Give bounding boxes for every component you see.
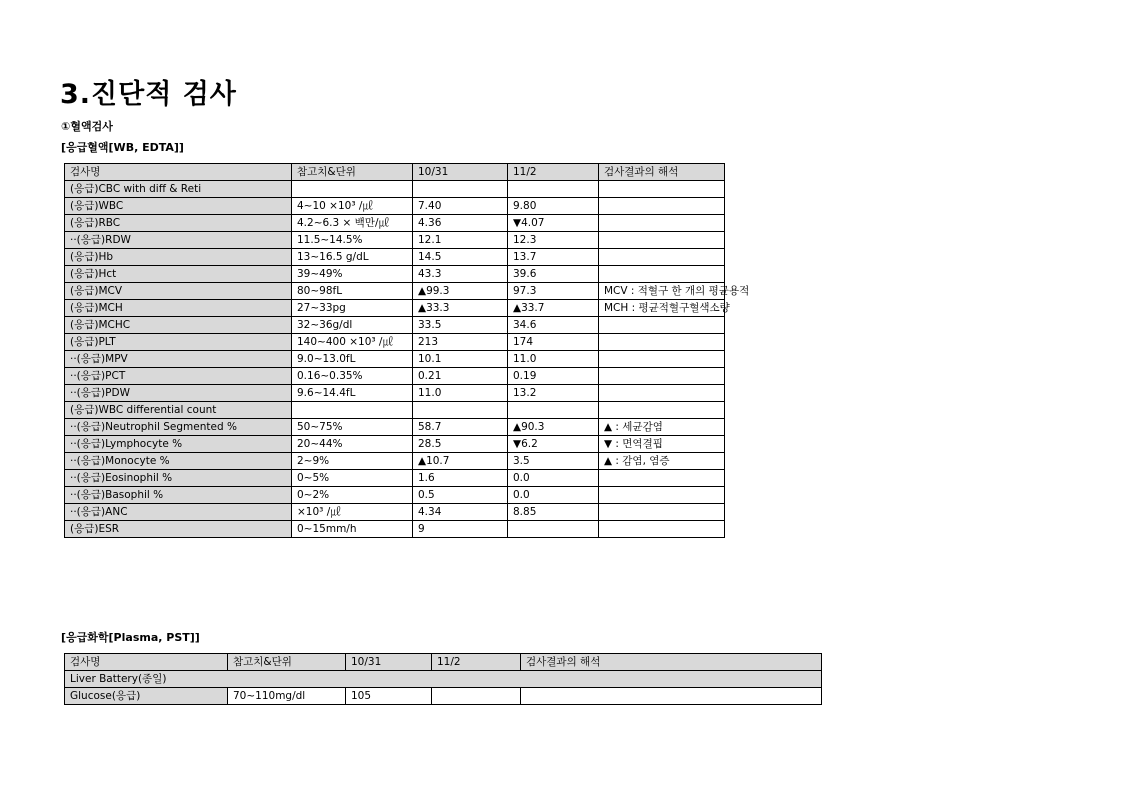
cell-test-name: ··(응급)MPV (65, 351, 292, 368)
cell-reference: 39~49% (292, 266, 413, 283)
cell-value-1: 1.6 (413, 470, 508, 487)
cell-value-2 (432, 688, 521, 705)
cell-value-1 (413, 402, 508, 419)
cell-test-name: Glucose(응급) (65, 688, 228, 705)
cell-value-1: 33.5 (413, 317, 508, 334)
table-row (65, 334, 725, 351)
cell-value-1: 28.5 (413, 436, 508, 453)
table-row (65, 402, 725, 419)
cell-value-2: 11.0 (508, 351, 599, 368)
chemistry-test-table (64, 653, 822, 705)
cell-value-2: ▲33.7 (508, 300, 599, 317)
cell-interpretation (599, 181, 725, 198)
cell-value-2: 34.6 (508, 317, 599, 334)
cell-value-2: ▼6.2 (508, 436, 599, 453)
table-row (65, 385, 725, 402)
cell-reference: 0~15mm/h (292, 521, 413, 538)
header-date-2: 11/2 (508, 164, 599, 181)
cell-reference: 0.16~0.35% (292, 368, 413, 385)
cell-reference: 9.6~14.4fL (292, 385, 413, 402)
cell-interpretation (599, 198, 725, 215)
table-row (65, 283, 725, 300)
cell-interpretation: ▼ : 면역결핍 (599, 436, 725, 453)
cell-value-1: 7.40 (413, 198, 508, 215)
cell-test-name: (응급)WBC differential count (65, 402, 292, 419)
cell-value-1: 0.21 (413, 368, 508, 385)
cell-test-name: (응급)CBC with diff & Reti (65, 181, 292, 198)
cell-reference: 140~400 ×10³ /㎕ (292, 334, 413, 351)
cell-value-1: 9 (413, 521, 508, 538)
cell-value-2: 0.0 (508, 487, 599, 504)
cell-test-name: (응급)Hb (65, 249, 292, 266)
cell-test-name: (응급)Hct (65, 266, 292, 283)
table-row (65, 215, 725, 232)
cell-interpretation (599, 351, 725, 368)
cell-test-name: ··(응급)Monocyte % (65, 453, 292, 470)
cell-interpretation: MCH : 평균적혈구혈색소량 (599, 300, 725, 317)
cell-value-1: 0.5 (413, 487, 508, 504)
cell-interpretation: ▲ : 세균감염 (599, 419, 725, 436)
table-row (65, 181, 725, 198)
cell-reference: 0~5% (292, 470, 413, 487)
section-heading-blood-test: ①혈액검사 (61, 120, 113, 133)
cell-reference: 4.2~6.3 × 백만/㎕ (292, 215, 413, 232)
header-date-1: 10/31 (413, 164, 508, 181)
cell-reference: 80~98fL (292, 283, 413, 300)
cell-reference: 4~10 ×10³ /㎕ (292, 198, 413, 215)
section-subheading-emergency-blood: [응급혈액[WB, EDTA]] (61, 141, 184, 154)
table-row (65, 487, 725, 504)
cell-value-2: 3.5 (508, 453, 599, 470)
cell-test-name: ··(응급)Neutrophil Segmented % (65, 419, 292, 436)
table-row (65, 198, 725, 215)
cell-reference: 0~2% (292, 487, 413, 504)
cell-test-name: ··(응급)Basophil % (65, 487, 292, 504)
header-reference: 참고치&단위 (292, 164, 413, 181)
cell-interpretation (599, 215, 725, 232)
table-group-row (65, 671, 822, 688)
cell-value-2: 174 (508, 334, 599, 351)
cell-value-2 (508, 402, 599, 419)
cell-interpretation (599, 249, 725, 266)
cell-value-1: 105 (346, 688, 432, 705)
cell-value-1: ▲99.3 (413, 283, 508, 300)
cell-value-1: 213 (413, 334, 508, 351)
cell-interpretation (599, 521, 725, 538)
header-interpretation: 검사결과의 해석 (599, 164, 725, 181)
table-row (65, 232, 725, 249)
cell-value-2: ▲90.3 (508, 419, 599, 436)
table-header-row (65, 654, 822, 671)
header-test-name: 검사명 (65, 654, 228, 671)
header-date-1: 10/31 (346, 654, 432, 671)
blood-test-table (64, 163, 750, 538)
cell-interpretation (599, 487, 725, 504)
cell-test-name: (응급)RBC (65, 215, 292, 232)
cell-test-name: ··(응급)Eosinophil % (65, 470, 292, 487)
table-row (65, 504, 725, 521)
cell-value-2: 12.3 (508, 232, 599, 249)
table-row (65, 521, 725, 538)
table-row (65, 300, 725, 317)
table-row (65, 688, 822, 705)
cell-value-2 (508, 181, 599, 198)
cell-reference: 50~75% (292, 419, 413, 436)
cell-value-1: 11.0 (413, 385, 508, 402)
table-row (65, 419, 725, 436)
cell-test-name: (응급)MCHC (65, 317, 292, 334)
cell-value-2 (508, 521, 599, 538)
cell-interpretation (521, 688, 822, 705)
header-test-name: 검사명 (65, 164, 292, 181)
cell-reference: 70~110mg/dl (228, 688, 346, 705)
cell-value-1: 4.36 (413, 215, 508, 232)
cell-value-2: 97.3 (508, 283, 599, 300)
cell-reference (292, 181, 413, 198)
cell-test-name: (응급)ESR (65, 521, 292, 538)
table-row (65, 351, 725, 368)
cell-interpretation (599, 334, 725, 351)
cell-test-name: (응급)PLT (65, 334, 292, 351)
cell-reference: 2~9% (292, 453, 413, 470)
cell-value-1: 14.5 (413, 249, 508, 266)
cell-value-1: 4.34 (413, 504, 508, 521)
cell-interpretation (599, 232, 725, 249)
cell-value-2: 13.7 (508, 249, 599, 266)
cell-value-2: 0.19 (508, 368, 599, 385)
table-row (65, 249, 725, 266)
cell-interpretation (599, 368, 725, 385)
cell-interpretation (599, 385, 725, 402)
cell-test-name: (응급)MCH (65, 300, 292, 317)
header-date-2: 11/2 (432, 654, 521, 671)
cell-value-1: ▲10.7 (413, 453, 508, 470)
table-row (65, 266, 725, 283)
cell-reference: 20~44% (292, 436, 413, 453)
table-row (65, 453, 725, 470)
cell-value-1: 10.1 (413, 351, 508, 368)
cell-value-2: 8.85 (508, 504, 599, 521)
cell-interpretation (599, 470, 725, 487)
cell-value-2: 13.2 (508, 385, 599, 402)
group-label: Liver Battery(종일) (65, 671, 822, 688)
cell-value-1: 12.1 (413, 232, 508, 249)
cell-test-name: ··(응급)PDW (65, 385, 292, 402)
header-reference: 참고치&단위 (228, 654, 346, 671)
cell-reference: 13~16.5 g/dL (292, 249, 413, 266)
cell-reference: 32~36g/dl (292, 317, 413, 334)
cell-value-2: 39.6 (508, 266, 599, 283)
table-row (65, 436, 725, 453)
cell-interpretation (599, 266, 725, 283)
header-interpretation: 검사결과의 해석 (521, 654, 822, 671)
cell-reference: ×10³ /㎕ (292, 504, 413, 521)
page-title: 3.진단적 검사 (60, 79, 237, 110)
cell-interpretation (599, 317, 725, 334)
cell-test-name: ··(응급)Lymphocyte % (65, 436, 292, 453)
table-row (65, 470, 725, 487)
cell-reference: 11.5~14.5% (292, 232, 413, 249)
cell-interpretation: MCV : 적혈구 한 개의 평균용적 (599, 283, 725, 300)
cell-interpretation: ▲ : 감염, 염증 (599, 453, 725, 470)
cell-test-name: ··(응급)PCT (65, 368, 292, 385)
cell-test-name: ··(응급)ANC (65, 504, 292, 521)
cell-test-name: (응급)MCV (65, 283, 292, 300)
cell-reference (292, 402, 413, 419)
cell-value-1: 43.3 (413, 266, 508, 283)
cell-interpretation (599, 504, 725, 521)
cell-interpretation (599, 402, 725, 419)
cell-value-2: ▼4.07 (508, 215, 599, 232)
table-row (65, 368, 725, 385)
cell-value-1: ▲33.3 (413, 300, 508, 317)
cell-reference: 27~33pg (292, 300, 413, 317)
cell-test-name: (응급)WBC (65, 198, 292, 215)
cell-value-2: 0.0 (508, 470, 599, 487)
cell-value-1: 58.7 (413, 419, 508, 436)
cell-value-1 (413, 181, 508, 198)
cell-reference: 9.0~13.0fL (292, 351, 413, 368)
cell-test-name: ··(응급)RDW (65, 232, 292, 249)
cell-value-2: 9.80 (508, 198, 599, 215)
section-subheading-emergency-chemistry: [응급화학[Plasma, PST]] (61, 631, 200, 644)
table-header-row (65, 164, 725, 181)
table-row (65, 317, 725, 334)
